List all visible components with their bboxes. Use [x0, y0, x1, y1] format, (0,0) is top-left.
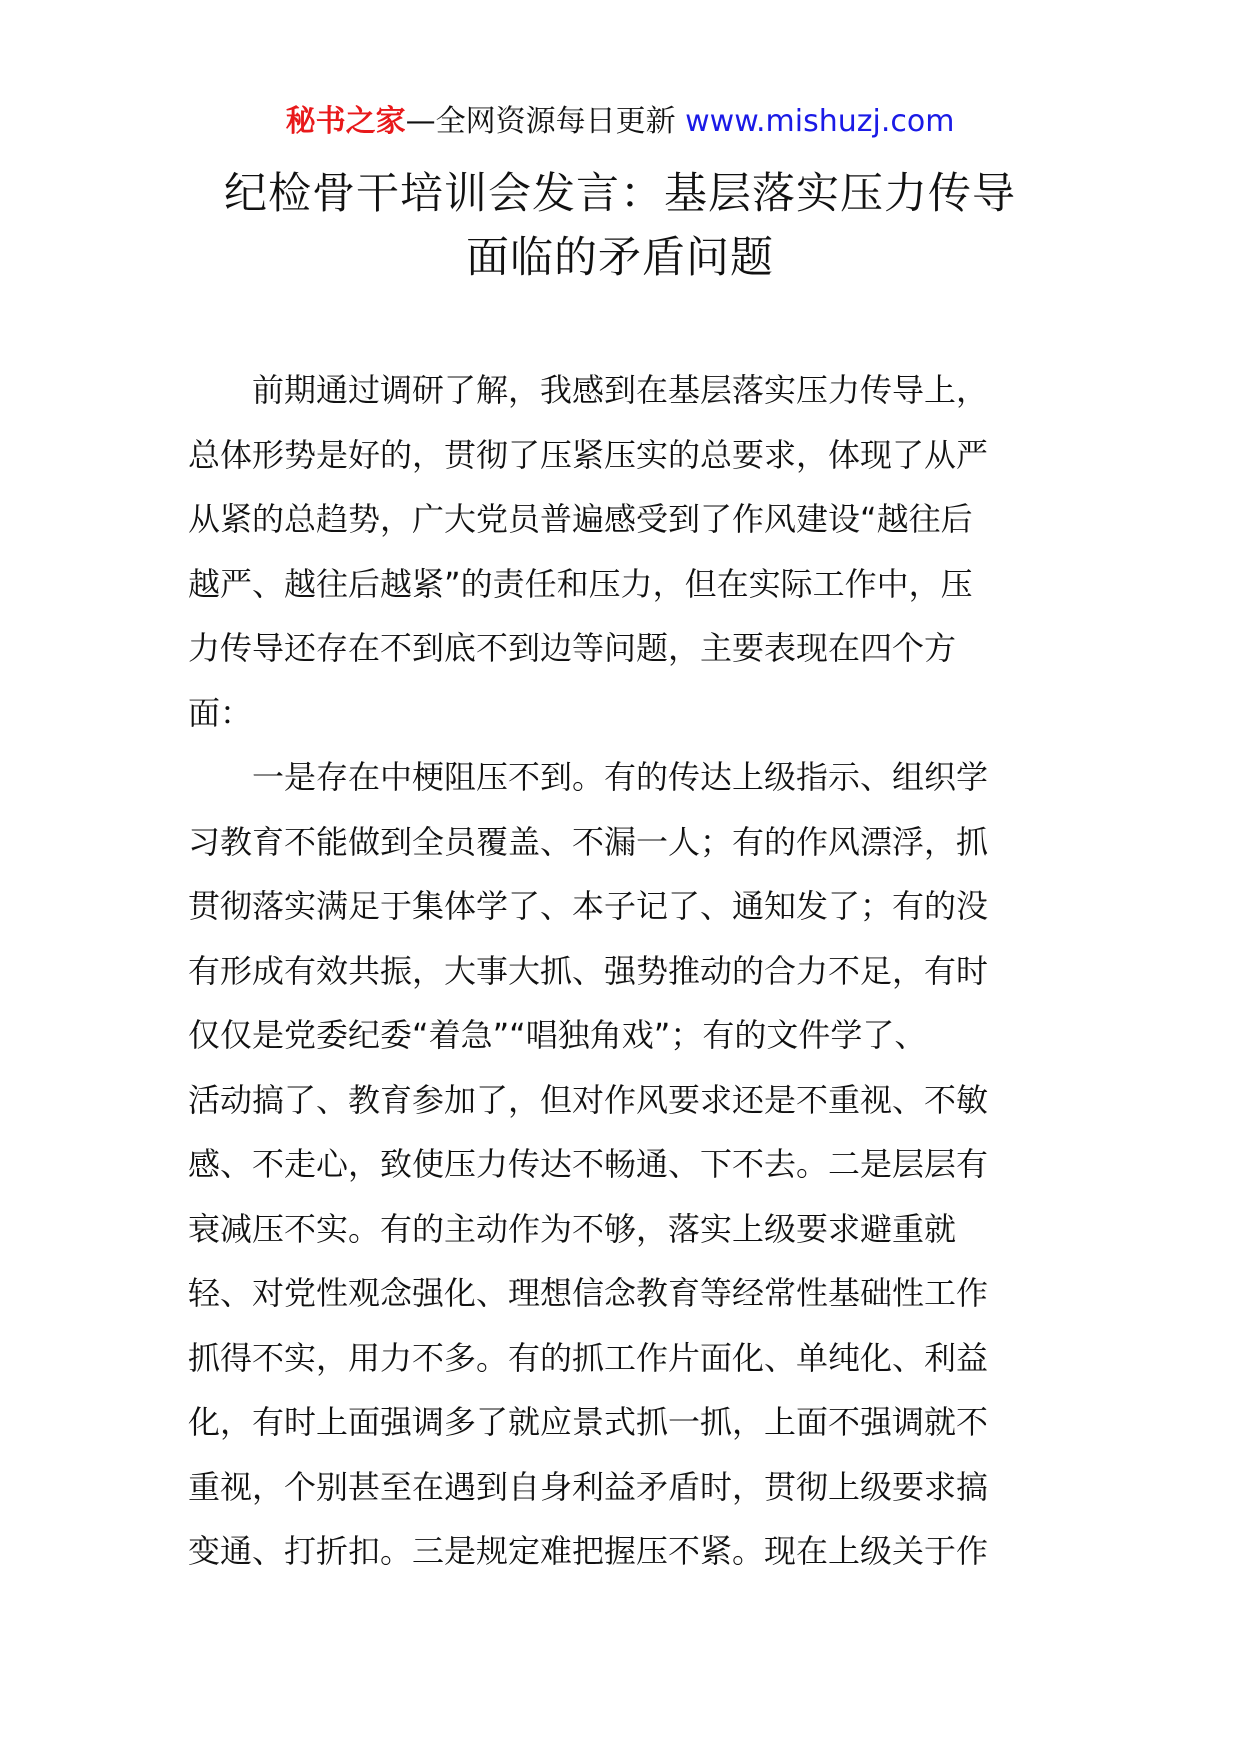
body-line: 轻、对党性观念强化、理想信念教育等经常性基础性工作: [188, 1274, 989, 1312]
body-line: 衰减压不实。有的主动作为不够，落实上级要求避重就: [188, 1209, 957, 1248]
document-body: [188, 358, 1068, 1584]
body-line: 越严、越往后越紧”的责任和压力，但在实际工作中，压: [188, 564, 973, 603]
body-line: 活动搞了、教育参加了，但对作风要求还是不重视、不敏: [188, 1080, 989, 1119]
body-line: 习教育不能做到全员覆盖、不漏一人；有的作风漂浮，抓: [188, 822, 989, 861]
document-title-line-2: 面临的矛盾问题: [466, 233, 774, 283]
body-line: 化，有时上面强调多了就应景式抓一抓，上面不强调就不: [188, 1403, 989, 1441]
body-line: 总体形势是好的，贯彻了压紧压实的总要求，体现了从严: [188, 435, 989, 474]
body-line: 重视，个别甚至在遇到自身利益矛盾时，贯彻上级要求搞: [188, 1467, 989, 1506]
body-line: 从紧的总趋势，广大党员普遍感受到了作风建设“越往后: [188, 500, 973, 538]
document-title-line-1: 纪检骨干培训会发言：基层落实压力传导: [224, 169, 1016, 219]
body-line: 前期通过调研了解，我感到在基层落实压力传导上，: [252, 371, 989, 409]
site-header: [0, 100, 1240, 144]
body-line: 贯彻落实满足于集体学了、本子记了、通知发了；有的没: [188, 887, 989, 925]
body-line: 一是存在中梗阻压不到。有的传达上级指示、组织学: [252, 758, 989, 796]
header-url-link[interactable]: www.mishuzj.com: [685, 104, 955, 139]
body-line: 抓得不实，用力不多。有的抓工作片面化、单纯化、利益: [188, 1338, 989, 1377]
header-brand: 秘书之家: [285, 104, 406, 139]
body-line: 力传导还存在不到底不到边等问题，主要表现在四个方: [188, 629, 957, 667]
body-line: 仅仅是党委纪委“着急”“唱独角戏”；有的文件学了、: [188, 1016, 927, 1054]
body-line: 感、不走心，致使压力传达不畅通、下不去。二是层层有: [188, 1145, 989, 1183]
body-line: 面：: [188, 693, 253, 732]
body-line: 变通、打折扣。三是规定难把握压不紧。现在上级关于作: [188, 1532, 989, 1570]
body-line: 有形成有效共振，大事大抓、强势推动的合力不足，有时: [188, 951, 989, 990]
header-tagline: —全网资源每日更新: [405, 104, 676, 139]
